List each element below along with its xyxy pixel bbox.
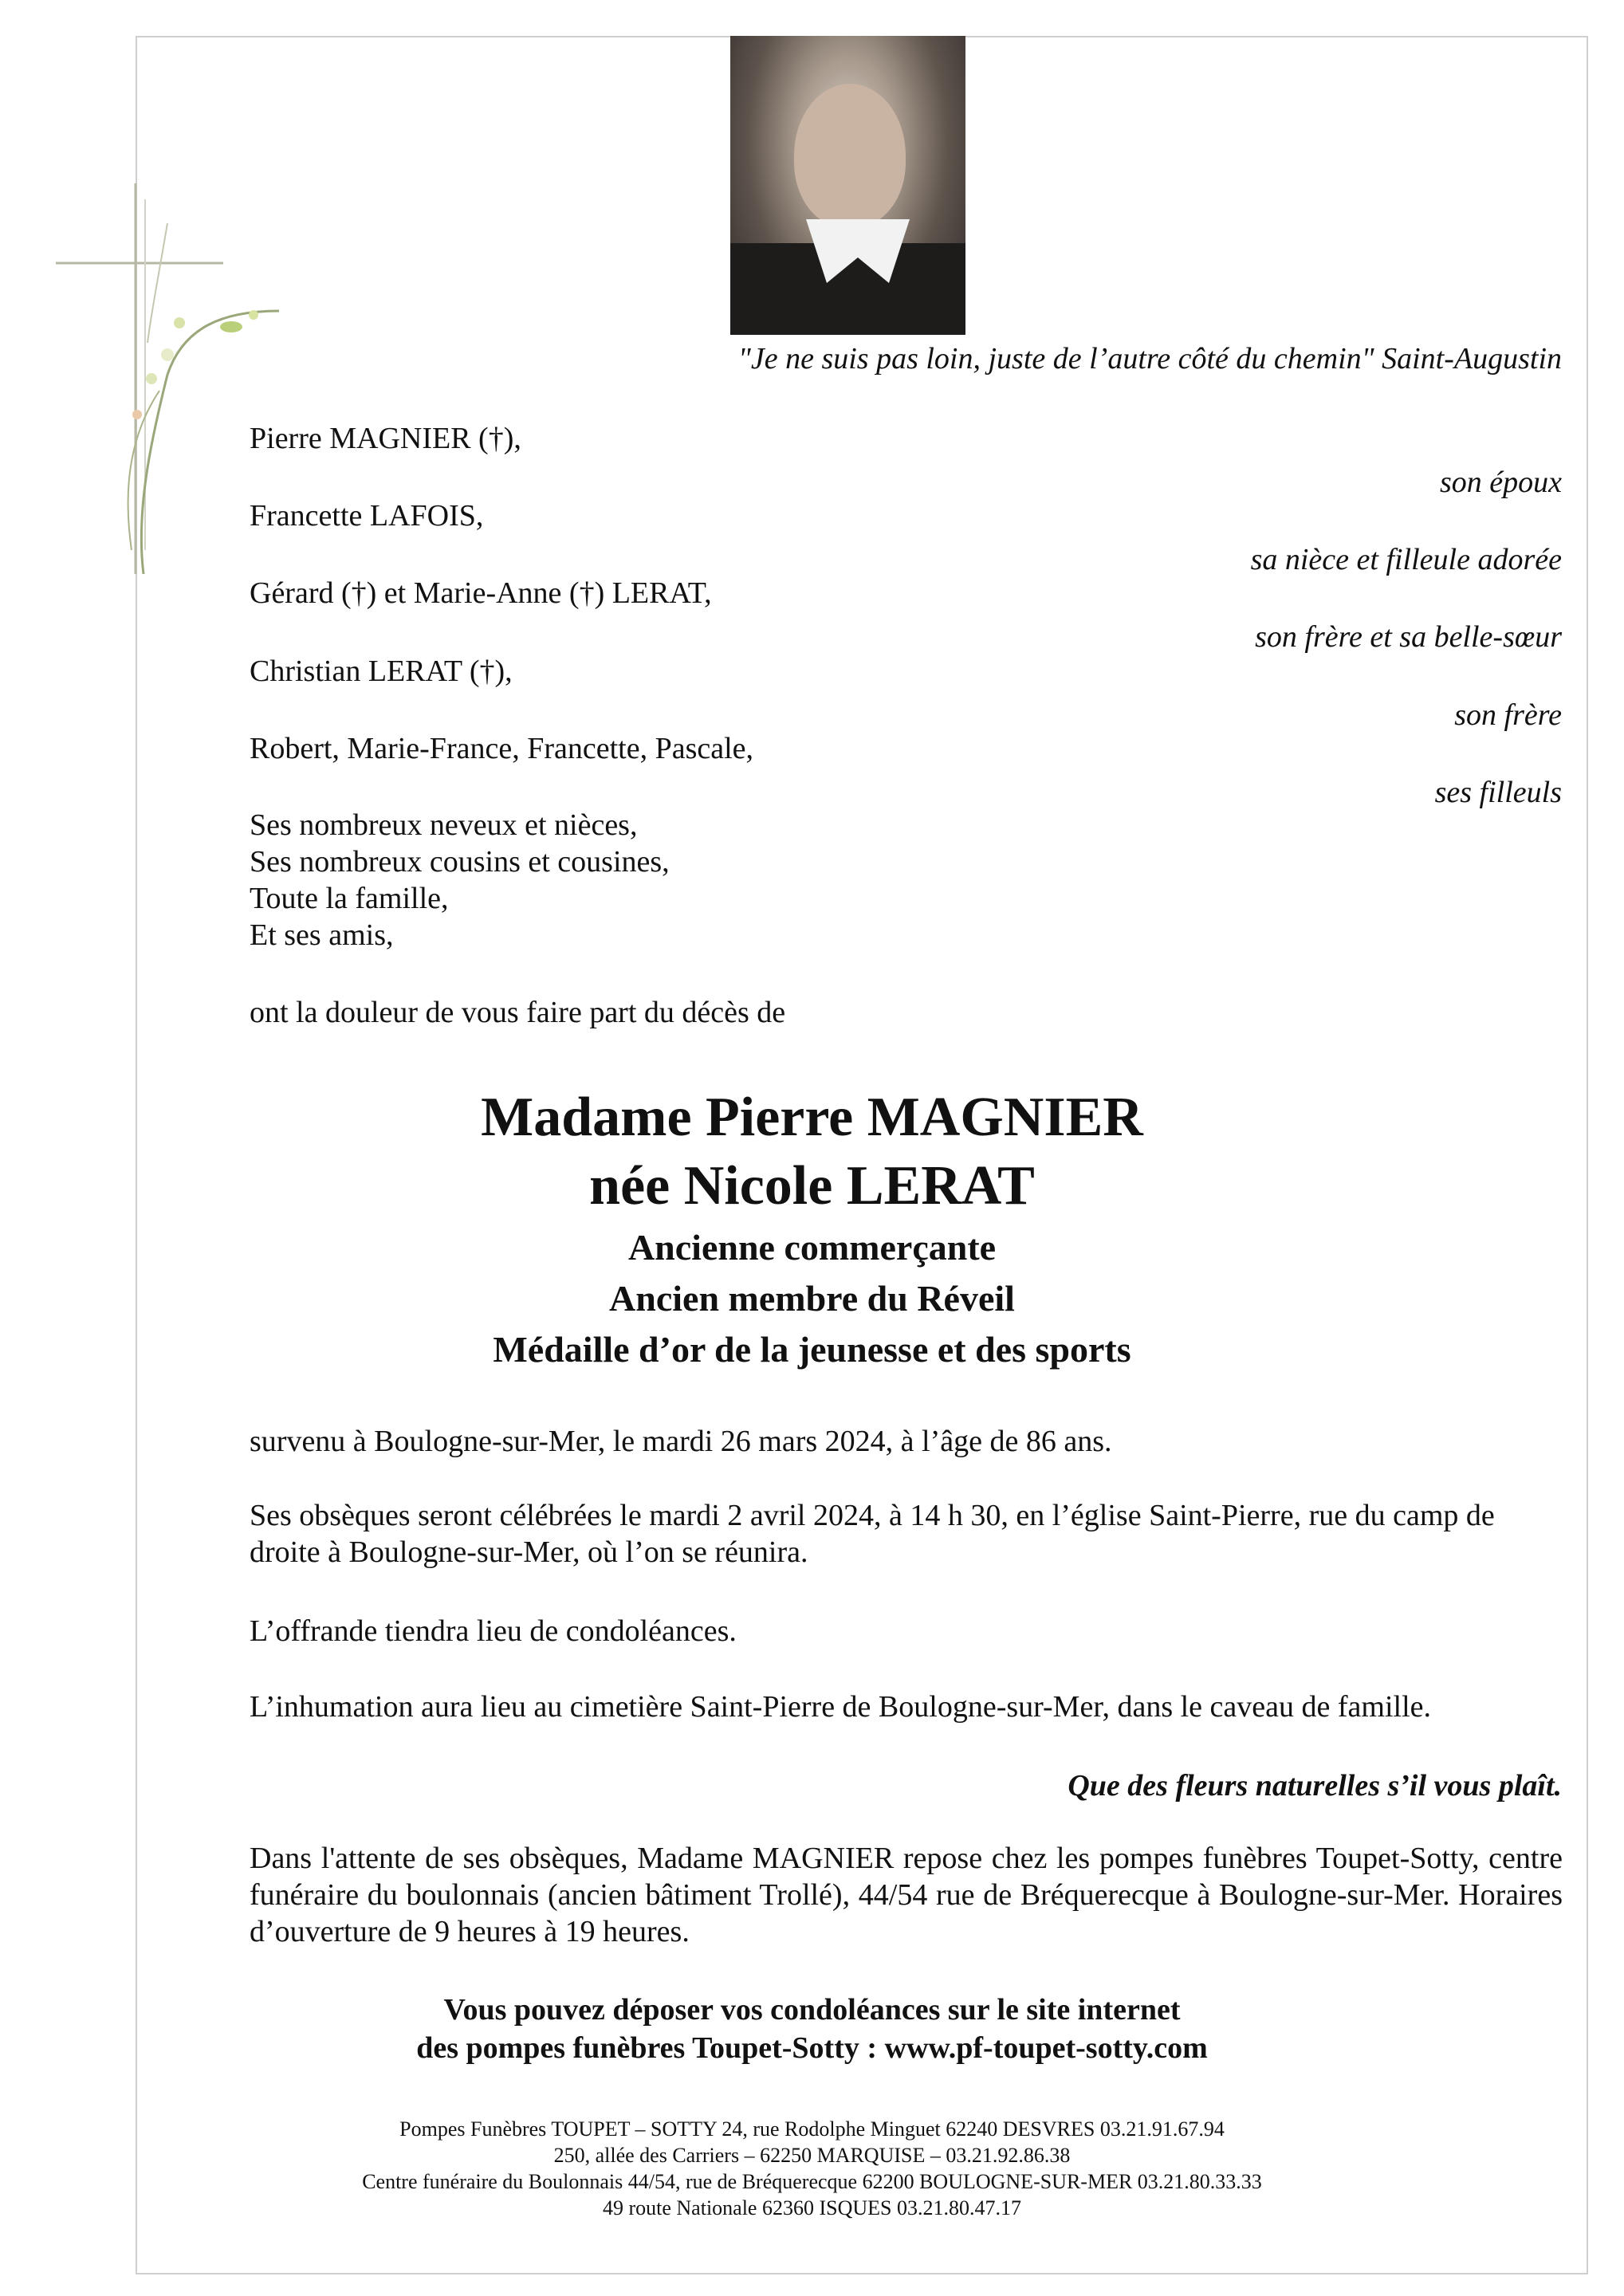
family-name-3: Gérard (†) et Marie-Anne (†) LERAT, <box>250 576 712 610</box>
portrait-face <box>794 84 906 227</box>
family-relation-5: ses filleuls <box>1434 776 1562 809</box>
others-line-3: Toute la famille, <box>250 882 449 915</box>
family-relation-1: son époux <box>1439 466 1562 499</box>
condolences-line-1: Vous pouvez déposer vos condoléances sur le site internet <box>443 1993 1181 2027</box>
offering-text: L’offrande tiendra lieu de condoléances. <box>250 1614 737 1648</box>
rest-text: Dans l'attente de ses obsèques, Madame MAGNIER repose chez les pompes funèbres Toupet-Sotty, centre funéraire du boulonnais (ancien bâtiment Trollé), 44/54 rue de Bréquerecque à Boulogne-sur-Mer. Horaires d’ouverture de 9 heures à 19 heures. <box>250 1842 1563 1948</box>
footer-line-2: 250, allée des Carriers – 62250 MARQUISE – 03.21.92.86.38 <box>553 2144 1071 2167</box>
burial-text: L’inhumation aura lieu au cimetière Saint-Pierre de Boulogne-sur-Mer, dans le caveau de famille. <box>250 1690 1431 1724</box>
deceased-title-2: Ancien membre du Réveil <box>609 1278 1015 1319</box>
deceased-maiden-name: née Nicole LERAT <box>589 1155 1035 1217</box>
deceased-title-3: Médaille d’or de la jeunesse et des sports <box>493 1329 1131 1370</box>
family-name-2: Francette LAFOIS, <box>250 499 484 533</box>
family-name-4: Christian LERAT (†), <box>250 655 513 688</box>
family-name-5: Robert, Marie-France, Francette, Pascale, <box>250 732 754 765</box>
others-line-2: Ses nombreux cousins et cousines, <box>250 845 670 879</box>
others-line-1: Ses nombreux neveux et nièces, <box>250 808 638 842</box>
funeral-text: Ses obsèques seront célébrées le mardi 2 avril 2024, à 14 h 30, en l’église Saint-Pierre, rue du camp de droite à Boulogne-sur-Mer, où l’on se réunira. <box>250 1499 1495 1569</box>
family-name-1: Pierre MAGNIER (†), <box>250 422 521 455</box>
deceased-name: Madame Pierre MAGNIER <box>481 1087 1143 1148</box>
footer-line-1: Pompes Funèbres TOUPET – SOTTY 24, rue Rodolphe Minguet 62240 DESVRES 03.21.91.67.94 <box>399 2117 1225 2141</box>
family-relation-4: son frère <box>1454 698 1562 732</box>
others-line-4: Et ses amis, <box>250 918 394 952</box>
deceased-title-1: Ancienne commerçante <box>627 1227 997 1268</box>
footer-line-4: 49 route Nationale 62360 ISQUES 03.21.80.47.17 <box>602 2196 1021 2219</box>
announce: ont la douleur de vous faire part du décès de <box>250 996 786 1029</box>
footer-line-3: Centre funéraire du Boulonnais 44/54, rue de Bréquerecque 62200 BOULOGNE-SUR-MER 03.21.80.33.33 <box>362 2170 1262 2193</box>
flowers-request: Que des fleurs naturelles s’il vous plaît. <box>1068 1769 1562 1803</box>
quote: "Je ne suis pas loin, juste de l’autre côté du chemin" Saint-Augustin <box>737 342 1562 375</box>
family-relation-2: sa nièce et filleule adorée <box>1250 543 1562 576</box>
portrait-photo <box>730 36 965 335</box>
family-relation-3: son frère et sa belle-sœur <box>1255 620 1562 654</box>
condolences-line-2: des pompes funèbres Toupet-Sotty : www.pf-toupet-sotty.com <box>416 2031 1208 2065</box>
death-text: survenu à Boulogne-sur-Mer, le mardi 26 mars 2024, à l’âge de 86 ans. <box>250 1425 1112 1458</box>
